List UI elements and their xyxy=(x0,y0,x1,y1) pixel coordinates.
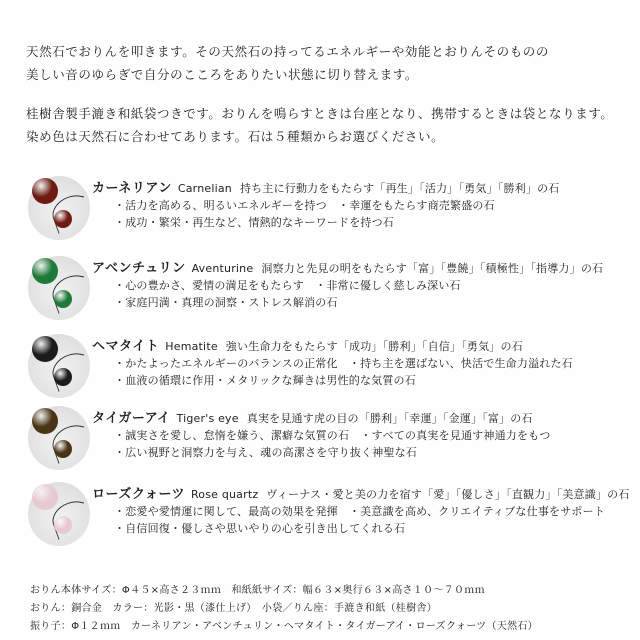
stone-pendulum xyxy=(54,516,72,534)
stone-bead xyxy=(32,178,58,204)
stone-description: ヴィーナス・愛と美の力を宿す「愛」「優しさ」「直観力」「美意識」の石 xyxy=(266,488,630,501)
stone-image xyxy=(28,334,90,398)
stone-description: 真実を見通す虎の目の「勝利」「幸運」「金運」「富」の石 xyxy=(246,412,533,425)
stone-bead xyxy=(32,258,58,284)
stone-rose-quartz xyxy=(28,482,632,554)
stone-english-name: Carnelian xyxy=(177,182,232,195)
stone-english-name: Tiger's eye xyxy=(176,412,239,425)
stone-name: ローズクォーツ xyxy=(92,487,185,502)
stone-benefit: ・心の豊かさ、愛情の満足をもたらす ・非常に優しく慈しみ深い石 xyxy=(114,279,461,292)
stone-benefit: ・成功・繁栄・再生など、情熱的なキーワードを持つ石 xyxy=(114,216,394,229)
stone-image xyxy=(28,406,90,470)
stone-pendulum xyxy=(54,210,72,228)
stone-name: ヘマタイト xyxy=(92,339,160,354)
stone-image xyxy=(28,482,90,546)
intro-text xyxy=(26,40,626,148)
spec-line: おりん：銅合金 カラー：光影・黒（漆仕上げ） 小袋／りん座：手漉き和紙（桂樹舎） xyxy=(30,603,437,614)
stone-hematite xyxy=(28,334,632,406)
intro-line: 染め色は天然石に合わせてあります。石は５種類からお選びください。 xyxy=(26,129,445,144)
stone-tigers-eye xyxy=(28,406,632,478)
intro-line: 天然石でおりんを叩きます。その天然石の持ってるエネルギーや効能とおりんそのものの xyxy=(26,44,550,59)
stone-name: アベンチュリン xyxy=(92,261,186,276)
stone-image xyxy=(28,176,90,240)
stone-pendulum xyxy=(54,368,72,386)
stone-pendulum xyxy=(54,440,72,458)
stone-name: カーネリアン xyxy=(92,181,172,196)
stone-aventurine xyxy=(28,256,632,328)
stone-description: 強い生命力をもたらす「成功」「勝利」「自信」「勇気」の石 xyxy=(225,340,523,353)
stone-benefit: ・かたよったエネルギーのバランスの正常化 ・持ち主を選ばない、快活で生命力溢れた石 xyxy=(114,357,573,370)
stone-description: 洞察力と先見の明をもたらす「富」「豊饒」「積極性」「指導力」の石 xyxy=(261,262,604,275)
stone-benefit: ・血液の循環に作用・メタリックな輝きは男性的な気質の石 xyxy=(114,374,416,387)
spec-line: おりん本体サイズ：Φ４５×高さ２３ｍｍ 和紙紙サイズ：幅６３×奥行６３×高さ１０～７０ｍｍ xyxy=(30,585,485,596)
stone-benefit: ・広い視野と洞察力を与え、魂の高潔さを守り抜く神聖な石 xyxy=(114,446,418,459)
stone-benefit: ・活力を高める、明るいエネルギーを持つ ・幸運をもたらす商売繁盛の石 xyxy=(114,199,495,212)
stone-bead xyxy=(32,484,58,510)
stone-image xyxy=(28,256,90,320)
intro-line: 桂樹舎製手漉き和紙袋つきです。おりんを鳴らすときは台座となり、携帯するときは袋となります。 xyxy=(26,106,614,121)
product-specs xyxy=(30,582,630,636)
stone-carnelian xyxy=(28,176,632,248)
stone-pendulum xyxy=(54,290,72,308)
intro-line: 美しい音のゆらぎで自分のこころをありたい状態に切り替えます。 xyxy=(26,67,419,82)
stone-bead xyxy=(32,336,58,362)
stone-english-name: Aventurine xyxy=(191,262,254,275)
spec-line: 振り子：Φ１２ｍｍ カーネリアン・アベンチュリン・ヘマタイト・タイガーアイ・ローズクォーツ（天然石） xyxy=(30,621,538,632)
stone-benefit: ・誠実さを愛し、怠惰を嫌う、潔癖な気質の石 ・すべての真実を見通す神通力をもつ xyxy=(114,429,551,442)
stone-english-name: Rose quartz xyxy=(190,488,259,501)
stone-benefit: ・自信回復・優しさや思いやりの心を引き出してくれる石 xyxy=(114,522,406,535)
stone-benefit: ・家庭円満・真理の洞察・ストレス解消の石 xyxy=(114,296,338,309)
stone-description: 持ち主に行動力をもたらす「再生」「活力」「勇気」「勝利」の石 xyxy=(239,182,560,195)
stone-name: タイガーアイ xyxy=(92,411,171,426)
stone-bead xyxy=(32,408,58,434)
stone-benefit: ・恋愛や愛情運に関して、最高の効果を発揮 ・美意識を高め、クリエイティブな仕事をサポート xyxy=(114,505,606,518)
stone-english-name: Hematite xyxy=(165,340,218,353)
